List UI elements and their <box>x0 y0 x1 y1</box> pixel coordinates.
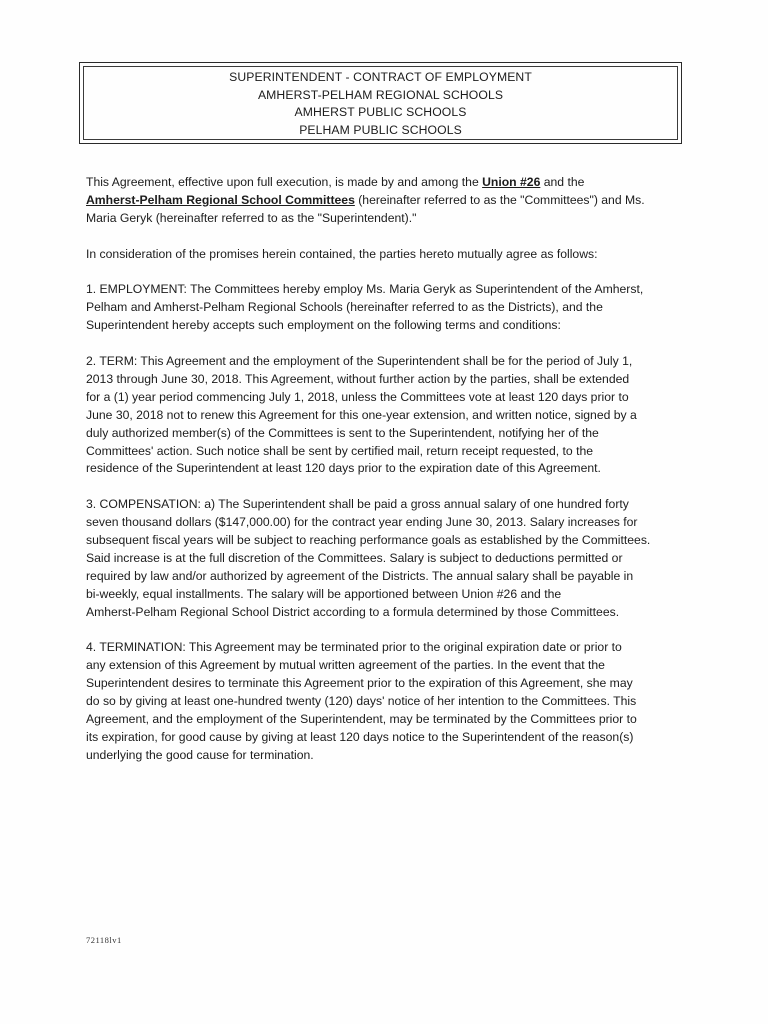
title-box <box>79 62 682 144</box>
term-line: 2013 through June 30, 2018. This Agreement, without further action by the parties, shall be extended <box>86 371 630 386</box>
intro-text: and the <box>540 175 585 189</box>
party-regional-committees: Amherst-Pelham Regional School Committees <box>86 192 355 207</box>
compensation-line: seven thousand dollars ($147,000.00) for the contract year ending June 30, 2013. Salary increases for <box>86 515 638 530</box>
employment-line: 1. EMPLOYMENT: The Committees hereby employ Ms. Maria Geryk as Superintendent of the Amherst, <box>86 282 644 297</box>
party-union-26: Union #26 <box>482 175 541 189</box>
term-section <box>86 353 690 478</box>
termination-line: any extension of this Agreement by mutual written agreement of the parties. In the event that the <box>86 658 605 673</box>
compensation-line: Said increase is at the full discretion of the Committees. Salary is subject to deductions permitted or <box>86 550 623 565</box>
compensation-section <box>86 496 690 621</box>
termination-line: Agreement, and the employment of the Superintendent, may be terminated by the Committees prior to <box>86 712 637 727</box>
employment-section <box>86 281 690 335</box>
employment-line: Superintendent hereby accepts such employment on the following terms and conditions: <box>86 318 561 333</box>
district-line-3: PELHAM PUBLIC SCHOOLS <box>299 122 462 137</box>
term-line: residence of the Superintendent at least 120 days prior to the expiration date of this Agreement. <box>86 461 601 476</box>
term-line: Committees' action. Such notice shall be sent by certified mail, return receipt requested, to the <box>86 443 594 458</box>
title-block <box>80 69 681 139</box>
intro-line <box>86 174 690 192</box>
term-line: 2. TERM: This Agreement and the employment of the Superintendent shall be for the period of July 1, <box>86 354 633 369</box>
document-reference-code: 72118lv1 <box>86 935 122 945</box>
compensation-line: Amherst-Pelham Regional School District according to a formula determined by those Committees. <box>86 604 620 619</box>
termination-line: underlying the good cause for termination. <box>86 747 314 762</box>
employment-line: Pelham and Amherst-Pelham Regional Schools (hereinafter referred to as the Districts), and the <box>86 300 603 315</box>
termination-line: Superintendent desires to terminate this Agreement prior to the expiration of this Agreement, she may <box>86 676 633 691</box>
term-line: June 30, 2018 not to renew this Agreement for this one-year extension, and written notice, signed by a <box>86 407 637 422</box>
term-line: for a (1) year period commencing July 1, 2018, unless the Committees vote at least 120 days prior to <box>86 389 629 404</box>
termination-section <box>86 639 690 764</box>
district-line-2: AMHERST PUBLIC SCHOOLS <box>294 105 467 119</box>
intro-text: (hereinafter referred to as the "Committees") and Ms. <box>354 192 645 207</box>
compensation-line: 3. COMPENSATION: a) The Superintendent shall be paid a gross annual salary of one hundred forty <box>86 497 629 512</box>
agreement-body <box>86 174 690 783</box>
termination-line: 4. TERMINATION: This Agreement may be terminated prior to the original expiration date or prior to <box>86 640 622 655</box>
consideration-line: In consideration of the promises herein contained, the parties hereto mutually agree as follows: <box>86 246 598 261</box>
intro-text: This Agreement, effective upon full execution, is made by and among the <box>86 175 483 189</box>
intro-paragraph <box>86 174 690 228</box>
termination-line: its expiration, for good cause by giving at least 120 days notice to the Superintendent of the reason(s) <box>86 730 634 745</box>
district-line-1: AMHERST-PELHAM REGIONAL SCHOOLS <box>257 87 504 102</box>
compensation-line: bi-weekly, equal installments. The salary will be apportioned between Union #26 and the <box>86 586 562 601</box>
compensation-line: required by law and/or authorized by agreement of the Districts. The annual salary shall be payable in <box>86 568 634 583</box>
intro-line: Maria Geryk (hereinafter referred to as the "Superintendent)." <box>86 210 417 225</box>
compensation-line: subsequent fiscal years will be subject to reaching performance goals as established by the Committees. <box>86 533 651 548</box>
contract-title: SUPERINTENDENT - CONTRACT OF EMPLOYMENT <box>229 70 532 84</box>
term-line: duly authorized member(s) of the Committees is sent to the Superintendent, notifying her of the <box>86 425 599 440</box>
termination-line: do so by giving at least one-hundred twenty (120) days' notice of her intention to the Committees. This <box>86 694 637 709</box>
consideration-paragraph <box>86 246 690 264</box>
intro-line <box>86 192 690 210</box>
